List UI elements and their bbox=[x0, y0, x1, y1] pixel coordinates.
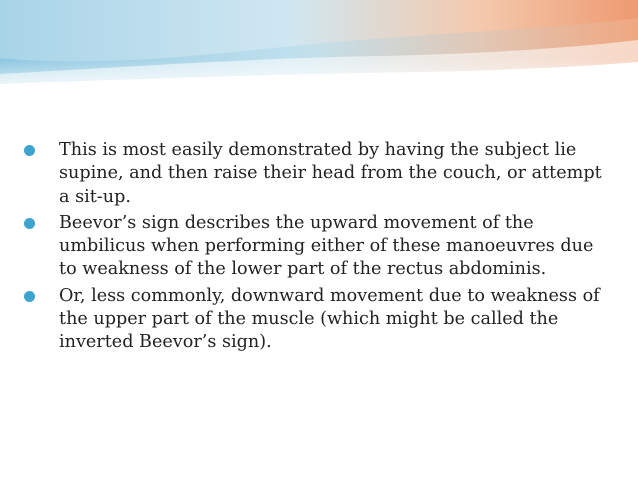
list-item bbox=[22, 212, 612, 282]
bullet-text: Beevor’s sign describes the upward movement of the umbilicus when performing either of these manoeuvres due to weakness of the lower part of the rectus abdominis. bbox=[59, 212, 594, 280]
bullet-text: This is most easily demonstrated by having the subject lie supine, and then raise their head from the couch, or attempt a sit-up. bbox=[59, 140, 602, 207]
header-banner bbox=[0, 0, 638, 100]
bullet-icon bbox=[24, 218, 35, 229]
bullet-text: Or, less commonly, downward movement due to weakness of the upper part of the muscle (which might be called the inverted Beevor’s sign). bbox=[59, 285, 600, 353]
list-item bbox=[22, 285, 612, 355]
wave-decoration bbox=[0, 0, 638, 100]
bullet-icon bbox=[24, 145, 35, 156]
list-item bbox=[22, 139, 612, 209]
bullet-list bbox=[22, 139, 612, 358]
bullet-icon bbox=[24, 291, 35, 302]
